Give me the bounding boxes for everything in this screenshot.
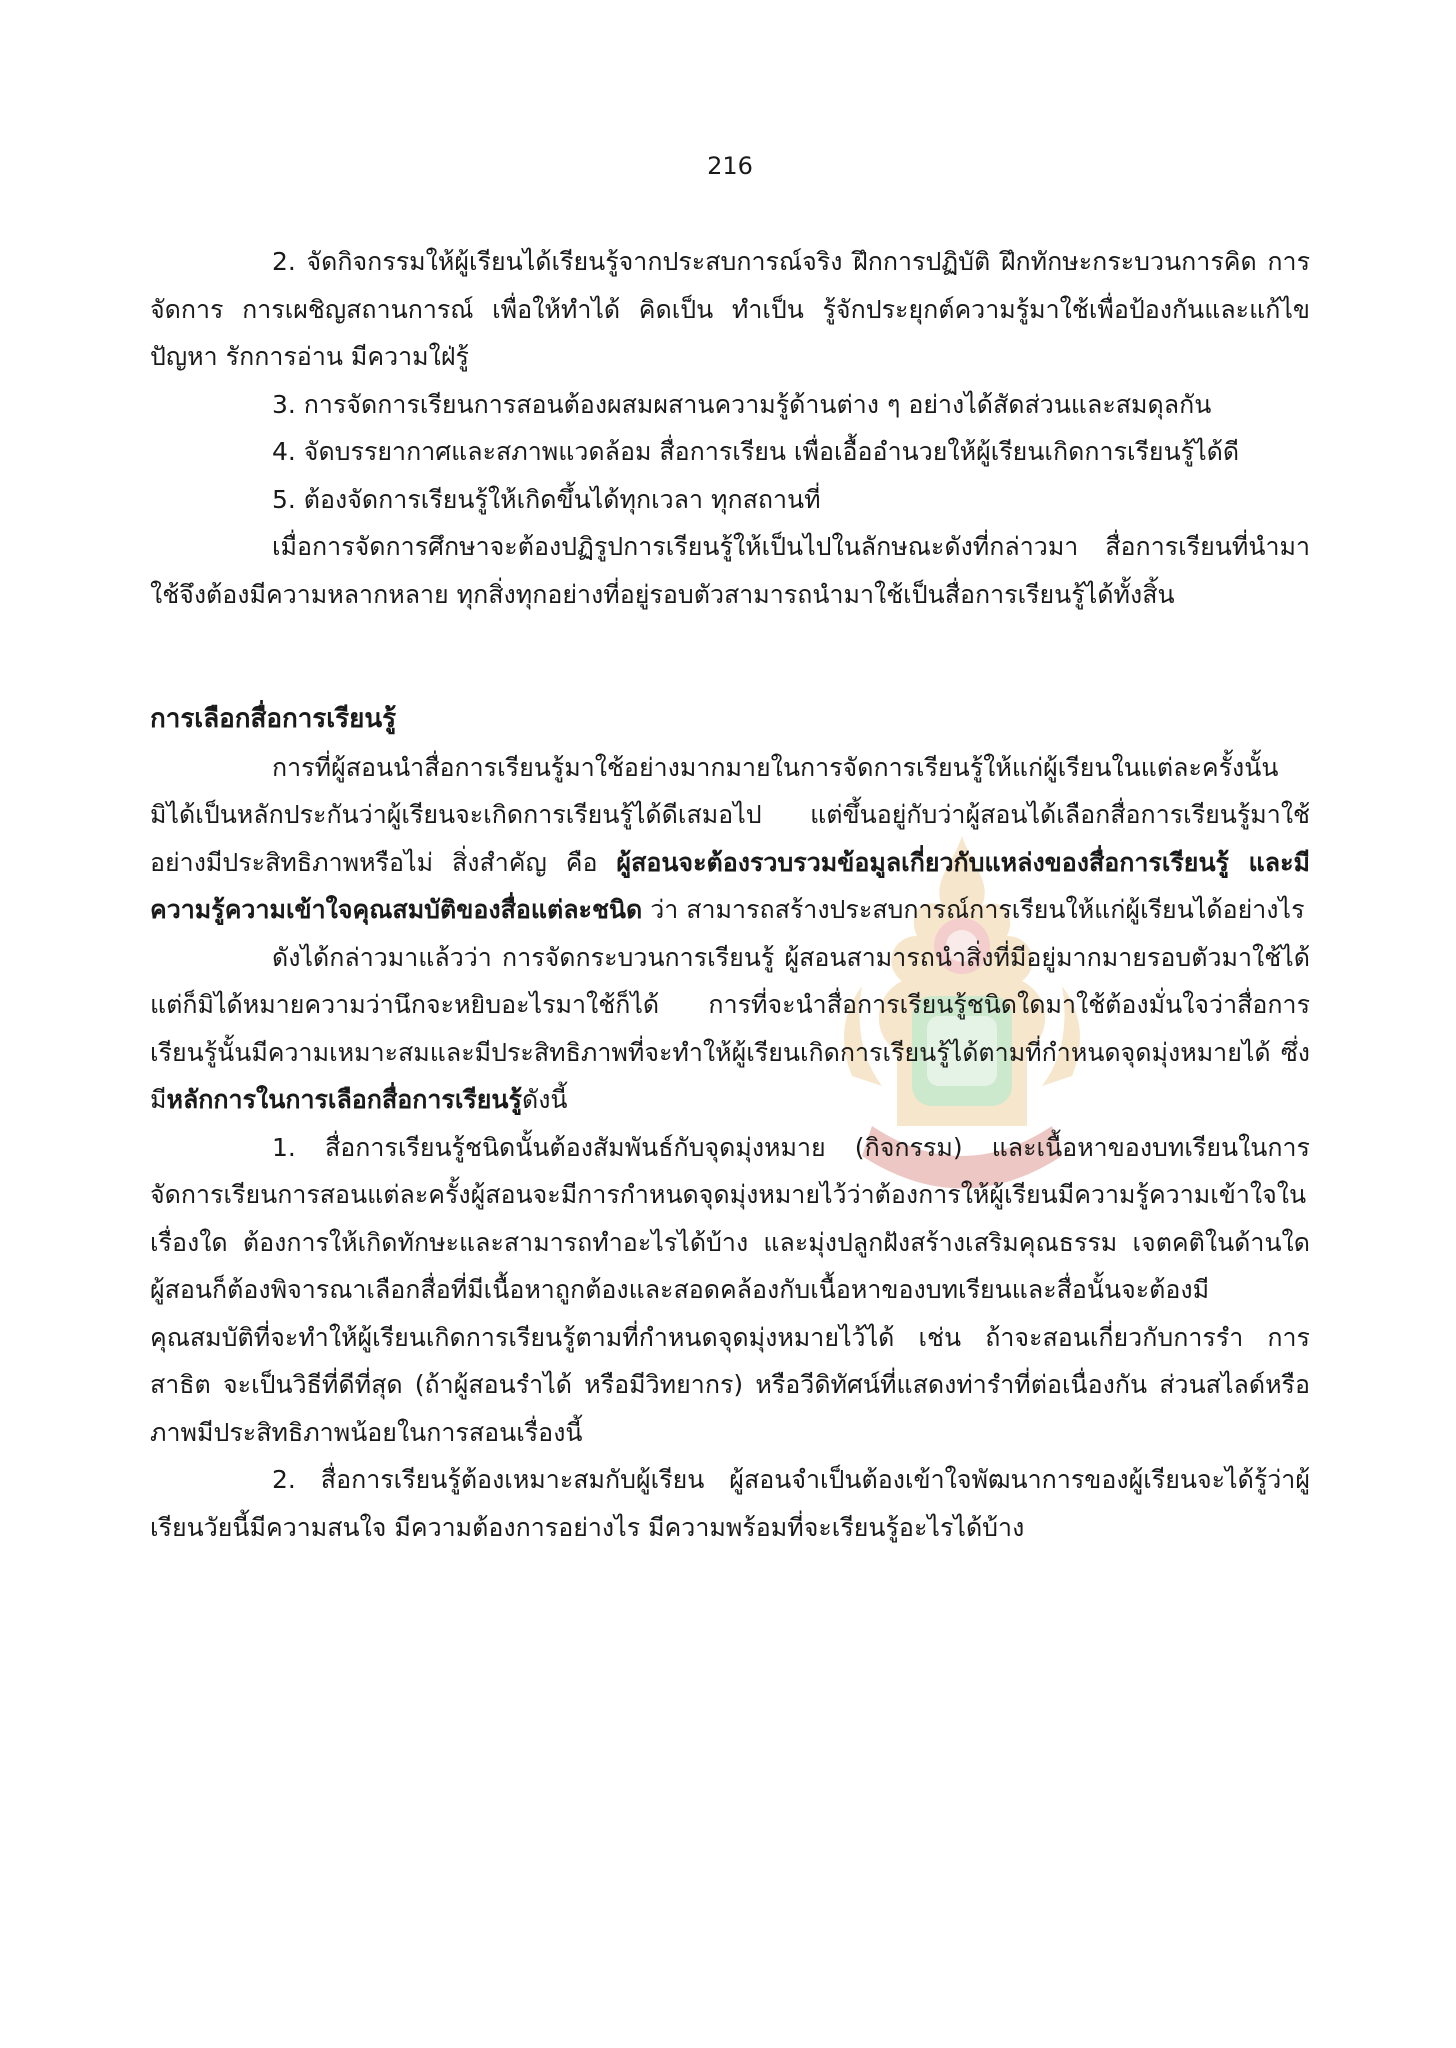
selection-text-part2: ว่า สามารถสร้างประสบการณ์การเรียนให้แก่ผู้เรียนได้อย่างไร <box>642 895 1305 924</box>
paragraph-item-4: 4. จัดบรรยากาศและสภาพแวดล้อม สื่อการเรียน เพื่อเอื้ออำนวยให้ผู้เรียนเกิดการเรียนรู้ได้ดี <box>272 437 1240 466</box>
paragraph-principles-intro <box>150 934 1310 1124</box>
principles-text-bold: หลักการในการเลือกสื่อการเรียนรู้ <box>166 1085 522 1114</box>
selection-text-part1: การที่ผู้สอนนำสื่อการเรียนรู้มาใช้อย่างมากมายในการจัดการเรียนรู้ให้แก่ผู้เรียนในแต่ละครั้งนั้นมิได้เป็นหลักประกันว่าผู้เรียนจะเกิดการเรียนรู้ได้ดีเสมอไป แต่ขึ้นอยู่กับว่าผู้สอนได้เลือกสื่อการเรียนรู้มาใช้อย่างมีประสิทธิภาพหรือไม่ สิ่งสำคัญ คือ <box>150 752 1310 877</box>
principles-text-part2: ดังนี้ <box>521 1085 568 1114</box>
paragraph-summary: เมื่อการจัดการศึกษาจะต้องปฏิรูปการเรียนรู้ให้เป็นไปในลักษณะดังที่กล่าวมา สื่อการเรียนที่นำมาใช้จึงต้องมีความหลากหลาย ทุกสิ่งทุกอย่างที่อยู่รอบตัวสามารถนำมาใช้เป็นสื่อการเรียนรู้ได้ทั้งสิ้น <box>150 532 1310 609</box>
paragraph-selection-intro <box>150 744 1310 934</box>
principle-item-1: 1. สื่อการเรียนรู้ชนิดนั้นต้องสัมพันธ์กับจุดมุ่งหมาย (กิจกรรม) และเนื้อหาของบทเรียนในการจัดการเรียนการสอนแต่ละครั้งผู้สอนจะมีการกำหนดจุดมุ่งหมายไว้ว่าต้องการให้ผู้เรียนมีความรู้ความเข้าใจในเรื่องใด ต้องการให้เกิดทักษะและสามารถทำอะไรได้บ้าง และมุ่งปลูกฝังสร้างเสริมคุณธรรม เจตคติในด้านใด ผู้สอนก็ต้องพิจารณาเลือกสื่อที่มีเนื้อหาถูกต้องและสอดคล้องกับเนื้อหาของบทเรียนและสื่อนั้นจะต้องมีคุณสมบัติที่จะทำให้ผู้เรียนเกิดการเรียนรู้ตามที่กำหนดจุดมุ่งหมายไว้ได้ เช่น ถ้าจะสอนเกี่ยวกับการรำ การสาธิต จะเป็นวิธีที่ดีที่สุด (ถ้าผู้สอนรำได้ หรือมีวิทยากร) หรือวีดิทัศน์ที่แสดงท่ารำที่ต่อเนื่องกัน ส่วนสไลด์หรือภาพมีประสิทธิภาพน้อยในการสอนเรื่องนี้ <box>150 1132 1310 1447</box>
document-page <box>150 0 1310 2048</box>
page-number: 216 <box>707 152 753 180</box>
principle-item-2: 2. สื่อการเรียนรู้ต้องเหมาะสมกับผู้เรียน ผู้สอนจำเป็นต้องเข้าใจพัฒนาการของผู้เรียนจะได้รู้ว่าผู้เรียนวัยนี้มีความสนใจ มีความต้องการอย่างไร มีความพร้อมที่จะเรียนรู้อะไรได้บ้าง <box>150 1465 1310 1542</box>
document-body <box>150 238 1310 1551</box>
principles-text-part1: ดังได้กล่าวมาแล้วว่า การจัดกระบวนการเรียนรู้ ผู้สอนสามารถนำสิ่งที่มีอยู่มากมายรอบตัวมาใช้ได้ แต่ก็มิได้หมายความว่านึกจะหยิบอะไรมาใช้ก็ได้ การที่จะนำสื่อการเรียนรู้ชนิดใดมาใช้ต้องมั่นใจว่าสื่อการเรียนรู้นั้นมีความเหมาะสมและมีประสิทธิภาพที่จะทำให้ผู้เรียนเกิดการเรียนรู้ได้ตามที่กำหนดจุดมุ่งหมายได้ ซึ่งมี <box>150 942 1310 1114</box>
paragraph-item-3: 3. การจัดการเรียนการสอนต้องผสมผสานความรู้ด้านต่าง ๆ อย่างได้สัดส่วนและสมดุลกัน <box>272 389 1212 419</box>
selection-text-bold: ผู้สอนจะต้องรวบรวมข้อมูลเกี่ยวกับแหล่งของสื่อการเรียนรู้ และมีความรู้ความเข้าใจคุณสมบัติของสื่อแต่ละชนิด <box>150 847 1311 924</box>
paragraph-item-2: 2. จัดกิจกรรมให้ผู้เรียนได้เรียนรู้จากประสบการณ์จริง ฝึกการปฏิบัติ ฝึกทักษะกระบวนการคิด การจัดการ การเผชิญสถานการณ์ เพื่อให้ทำได้ คิดเป็น ทำเป็น รู้จักประยุกต์ความรู้มาใช้เพื่อป้องกันและแก้ไขปัญหา รักการอ่าน มีความใฝ่รู้ <box>150 247 1310 371</box>
paragraph-item-5: 5. ต้องจัดการเรียนรู้ให้เกิดขึ้นได้ทุกเวลา ทุกสถานที่ <box>272 484 821 514</box>
section-heading: การเลือกสื่อการเรียนรู้ <box>150 704 397 734</box>
